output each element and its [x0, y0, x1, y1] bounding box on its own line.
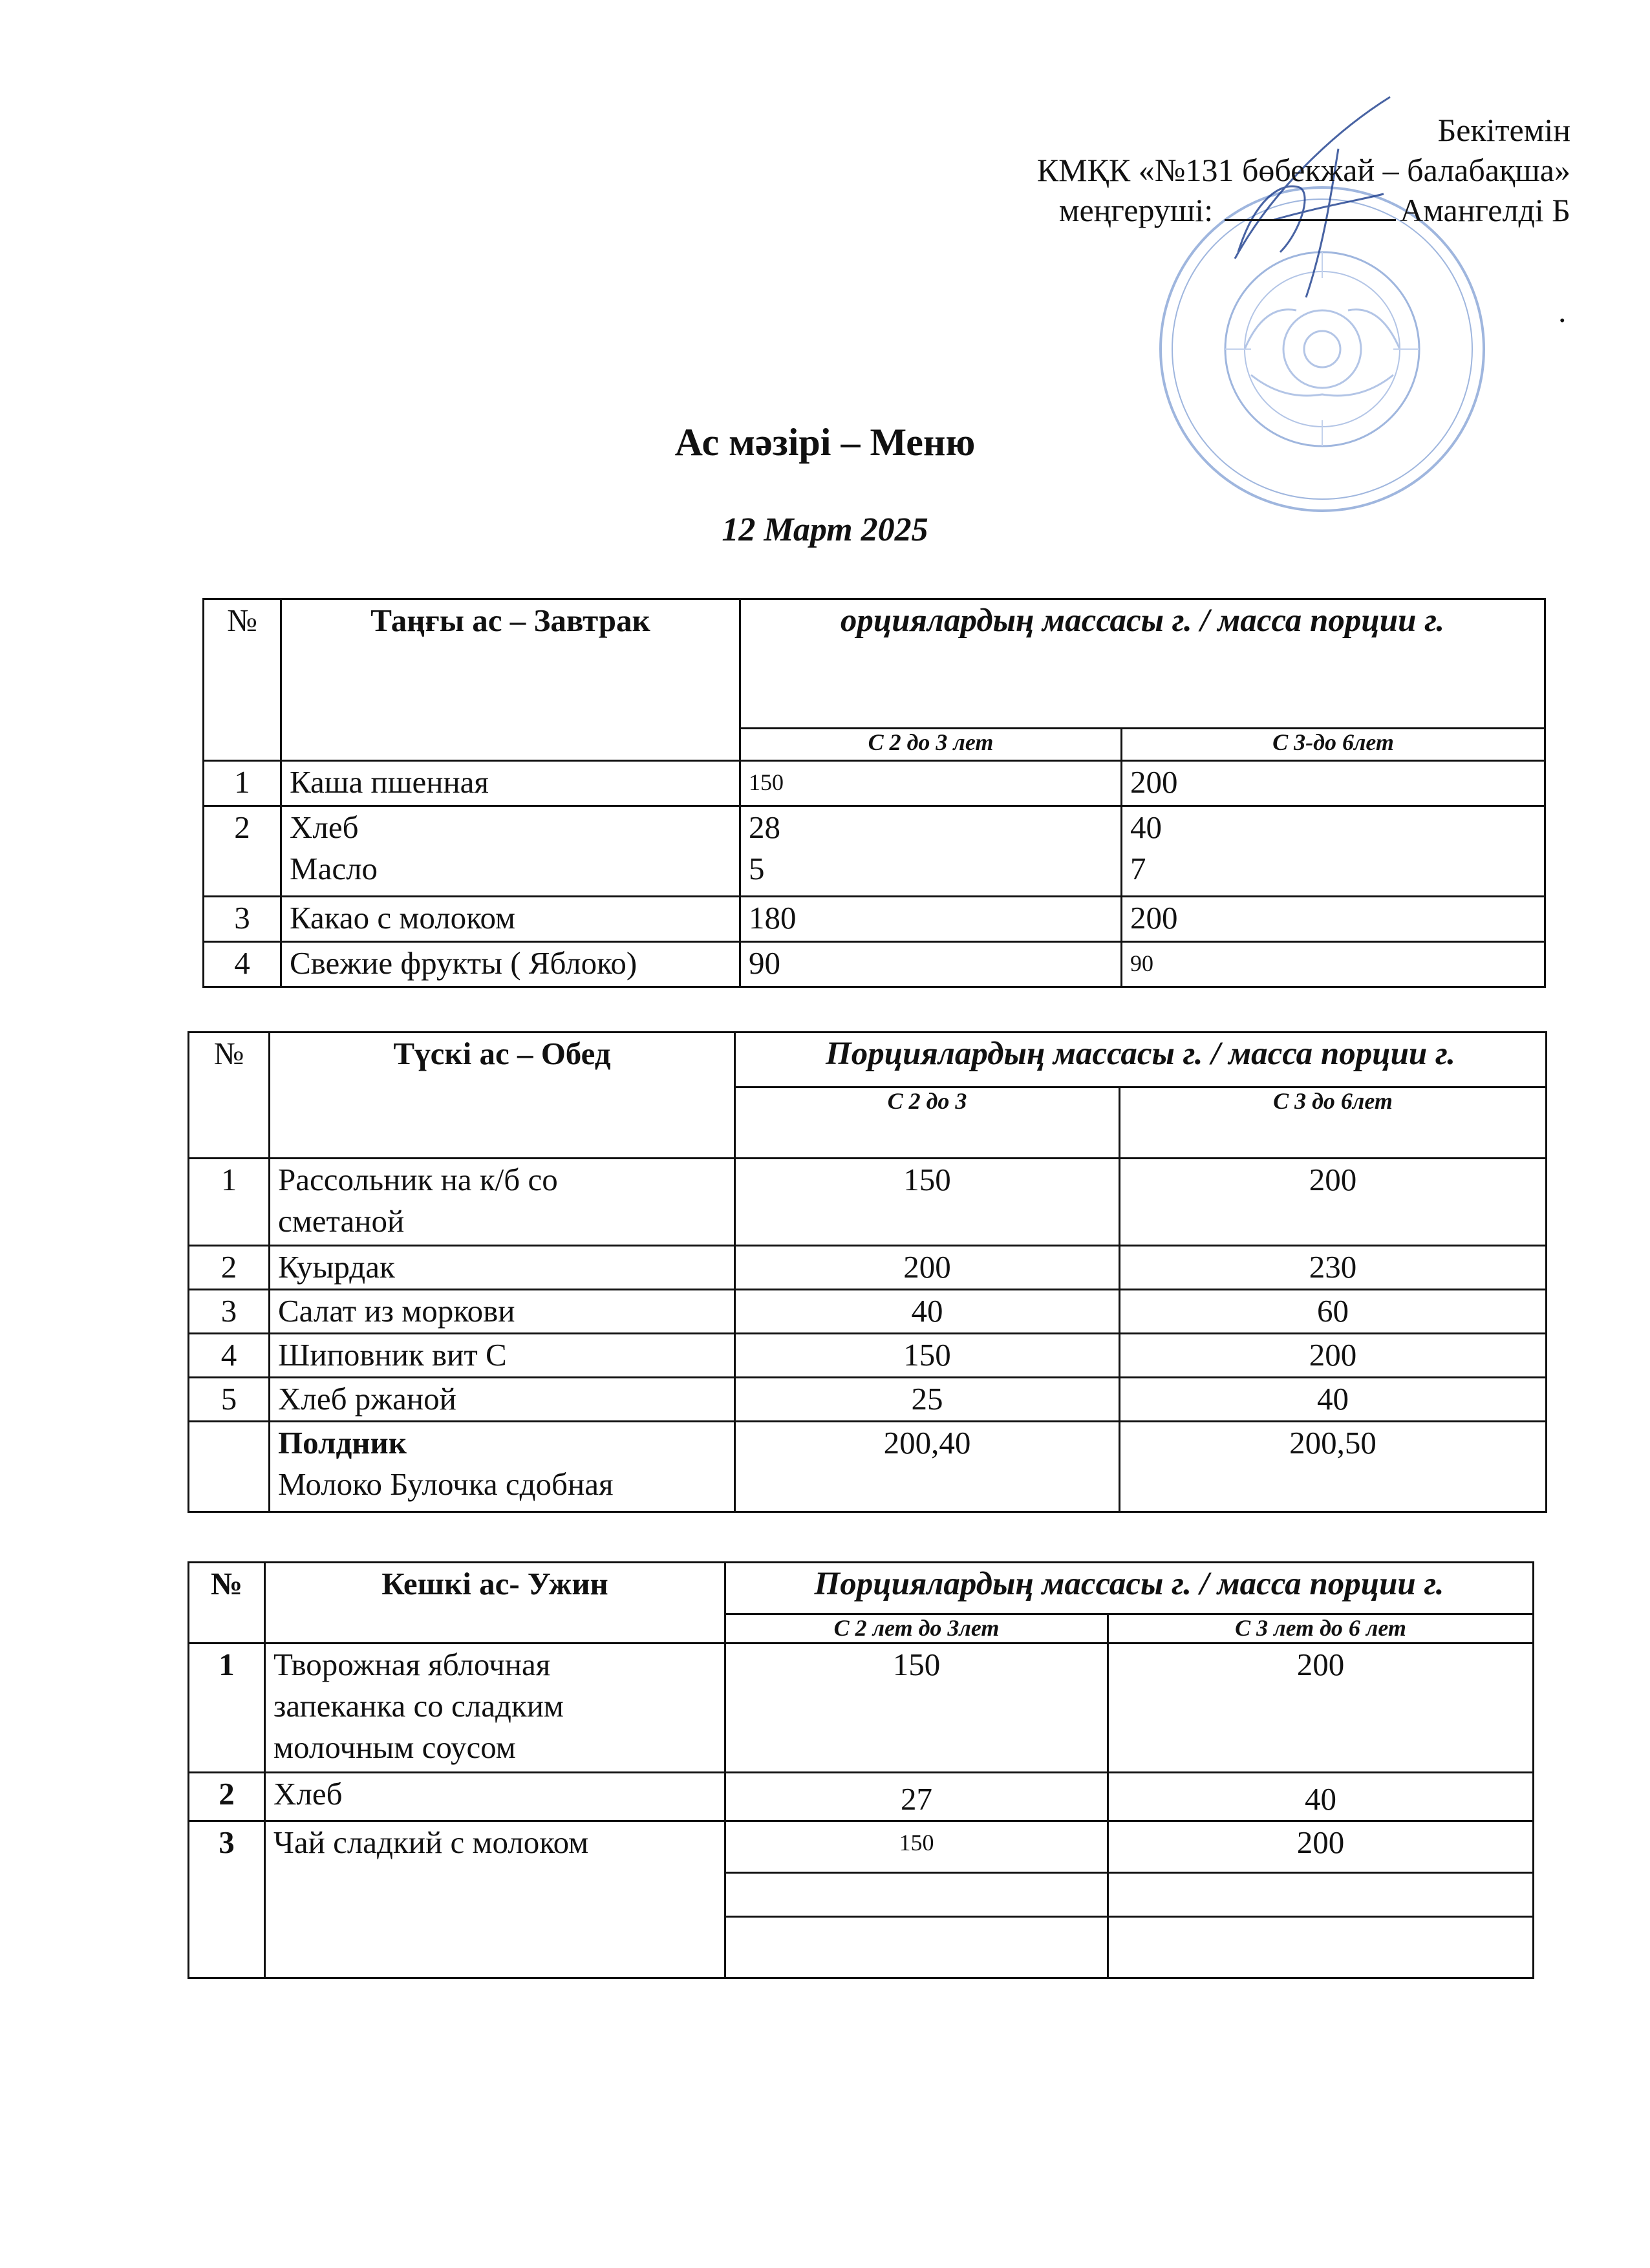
signature-line	[1225, 191, 1396, 221]
table-row	[204, 942, 1545, 987]
empty-cell	[1108, 1873, 1534, 1917]
portion-value: 150	[740, 761, 1122, 806]
breakfast-col-age-1: С 2 до 3 лет	[740, 729, 1122, 761]
dish-name: Какао с молоком	[281, 897, 740, 942]
portion-value	[1122, 806, 1545, 897]
dinner-col-age-1: С 2 лет до 3лет	[725, 1614, 1108, 1643]
breakfast-table	[202, 598, 1546, 988]
dinner-col-age-2: С 3 лет до 6 лет	[1108, 1614, 1534, 1643]
lunch-col-age-1: С 2 до 3	[735, 1087, 1120, 1159]
empty-cell	[1108, 1917, 1534, 1978]
table-row	[204, 897, 1545, 942]
empty-cell	[725, 1917, 1108, 1978]
portion-value: 180	[740, 897, 1122, 942]
row-number: 1	[189, 1643, 265, 1773]
breakfast-col-age-2: С 3-до 6лет	[1122, 729, 1545, 761]
dish-name: Шиповник вит С	[270, 1334, 735, 1378]
menu-date: 12 Март 2025	[722, 511, 928, 548]
dish-name-line: Творожная яблочная	[273, 1647, 551, 1682]
approval-block	[1037, 110, 1570, 230]
row-number: 2	[189, 1246, 270, 1290]
portion-value: 200	[1122, 897, 1545, 942]
dish-name-line: запеканка со сладким	[273, 1688, 564, 1724]
dish-name: Куырдак	[270, 1246, 735, 1290]
dinner-table	[188, 1561, 1534, 1979]
dish-name: Чай сладкий с молоком	[265, 1821, 725, 1978]
dish-name	[270, 1159, 735, 1246]
row-number: 3	[189, 1821, 265, 1978]
empty-cell	[725, 1873, 1108, 1917]
lunch-table	[188, 1031, 1547, 1513]
dish-name-line: Масло	[290, 851, 378, 886]
row-number: 4	[204, 942, 281, 987]
portion-value: 90	[1122, 942, 1545, 987]
dish-name-line: молочным соусом	[273, 1729, 516, 1765]
portion-value: 200	[1122, 761, 1545, 806]
table-row	[189, 1378, 1547, 1422]
lunch-mass-header: Порциялардың массасы г. / масса порции г.	[735, 1032, 1547, 1087]
lunch-col-age-2: С 3 до 6лет	[1120, 1087, 1547, 1159]
manager-label: меңгеруші:	[1058, 192, 1214, 228]
dinner-mass-header: Порциялардың массасы г. / масса порции г.	[725, 1563, 1534, 1614]
dish-name-line: сметаной	[278, 1203, 405, 1239]
row-number: 3	[189, 1290, 270, 1334]
portion-value: 25	[735, 1378, 1120, 1422]
approval-line-2: КМҚК «№131 бөбекжай – балабақша»	[1036, 152, 1570, 188]
row-number: 2	[204, 806, 281, 897]
portion-line: 40	[1130, 809, 1162, 845]
lunch-num-header: №	[189, 1032, 270, 1159]
table-row	[189, 1643, 1534, 1773]
table-row	[189, 1821, 1534, 1873]
table-row	[189, 1290, 1547, 1334]
dish-name: Хлеб	[265, 1773, 725, 1821]
portion-value: 200	[1108, 1643, 1534, 1773]
portion-value: 150	[725, 1821, 1108, 1873]
table-row	[189, 1246, 1547, 1290]
row-number	[189, 1422, 270, 1512]
portion-value: 60	[1120, 1290, 1547, 1334]
row-number: 4	[189, 1334, 270, 1378]
portion-value: 40	[1120, 1378, 1547, 1422]
portion-value: 150	[735, 1334, 1120, 1378]
manager-name: Амангелді Б	[1400, 192, 1570, 228]
dish-name	[281, 806, 740, 897]
table-row	[189, 1159, 1547, 1246]
portion-value: 200	[1108, 1821, 1534, 1873]
approval-line-1: Бекітемін	[1437, 112, 1570, 148]
row-number: 1	[204, 761, 281, 806]
portion-value: 200	[1120, 1159, 1547, 1246]
table-row	[204, 761, 1545, 806]
portion-value: 200,50	[1120, 1422, 1547, 1512]
portion-value: 27	[725, 1773, 1108, 1821]
page-title: Ас мәзірі – Меню	[674, 421, 976, 464]
approval-line-3	[1037, 190, 1570, 230]
dish-name: Каша пшенная	[281, 761, 740, 806]
breakfast-num-header: №	[204, 599, 281, 761]
table-row	[189, 1334, 1547, 1378]
lunch-name-header: Түскі ас – Обед	[270, 1032, 735, 1159]
portion-line: 7	[1130, 851, 1146, 886]
portion-value: 90	[740, 942, 1122, 987]
row-number: 2	[189, 1773, 265, 1821]
dinner-name-header: Кешкі ас- Ужин	[265, 1563, 725, 1643]
portion-value	[740, 806, 1122, 897]
dish-name-line: Хлеб	[290, 809, 359, 845]
table-row	[204, 806, 1545, 897]
portion-line: 5	[749, 851, 765, 886]
row-number: 5	[189, 1378, 270, 1422]
row-number: 1	[189, 1159, 270, 1246]
snack-items: Молоко Булочка сдобная	[278, 1466, 614, 1502]
portion-value: 150	[735, 1159, 1120, 1246]
table-row	[189, 1773, 1534, 1821]
portion-value: 40	[735, 1290, 1120, 1334]
dish-name-line: Рассольник на к/б со	[278, 1162, 558, 1197]
portion-value: 200,40	[735, 1422, 1120, 1512]
dish-name: Хлеб ржаной	[270, 1378, 735, 1422]
portion-value: 150	[725, 1643, 1108, 1773]
row-number: 3	[204, 897, 281, 942]
dot-mark: .	[1558, 293, 1567, 329]
breakfast-mass-header: орциялардың массасы г. / масса порции г.	[740, 599, 1545, 729]
table-row	[189, 1422, 1547, 1512]
dish-name: Свежие фрукты ( Яблоко)	[281, 942, 740, 987]
portion-value: 200	[1120, 1334, 1547, 1378]
dinner-num-header: №	[189, 1563, 265, 1643]
portion-value: 40	[1108, 1773, 1534, 1821]
portion-value: 200	[735, 1246, 1120, 1290]
dish-name	[265, 1643, 725, 1773]
portion-value: 230	[1120, 1246, 1547, 1290]
snack-title: Полдник	[278, 1425, 407, 1460]
dish-name: Салат из моркови	[270, 1290, 735, 1334]
breakfast-name-header: Таңғы ас – Завтрак	[281, 599, 740, 761]
portion-line: 28	[749, 809, 780, 845]
snack-cell	[270, 1422, 735, 1512]
